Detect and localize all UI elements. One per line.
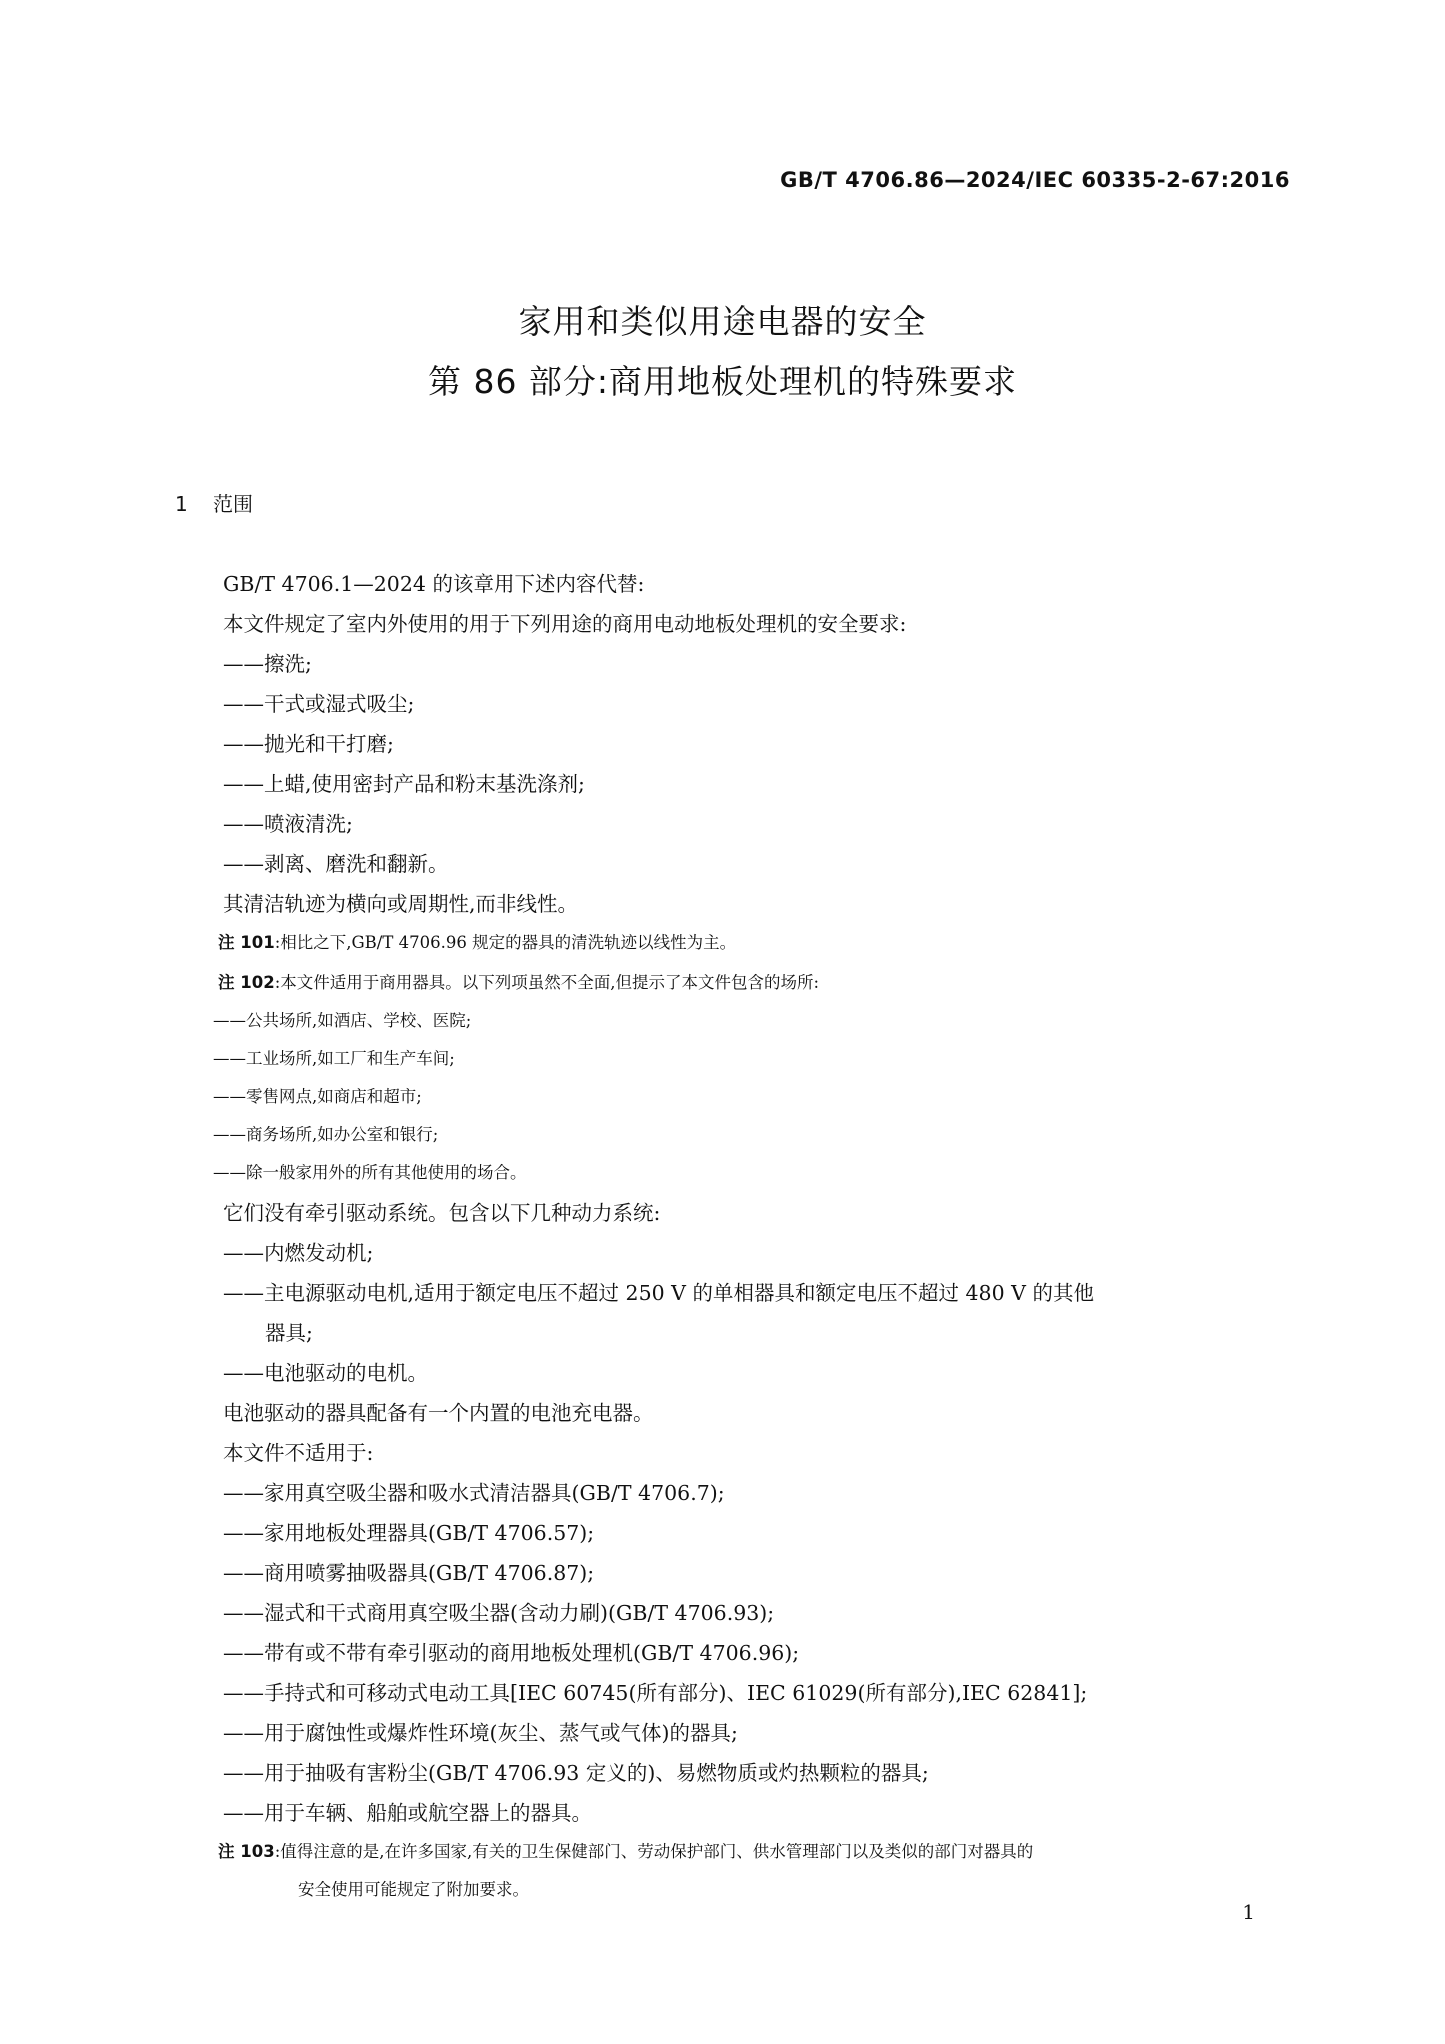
- note-103-label: 注 103: [218, 1842, 275, 1861]
- list-item-exclusion: ——手持式和可移动式电动工具[IEC 60745(所有部分)、IEC 61029(所有部分),IEC 62841];: [223, 1681, 1088, 1705]
- note-102-item: ——公共场所,如酒店、学校、医院;: [213, 1011, 472, 1030]
- paragraph-not-applicable: 本文件不适用于:: [223, 1441, 374, 1465]
- list-item-exclusion: ——用于腐蚀性或爆炸性环境(灰尘、蒸气或气体)的器具;: [223, 1721, 738, 1745]
- paragraph-scope: 本文件规定了室内外使用的用于下列用途的商用电动地板处理机的安全要求:: [223, 612, 907, 636]
- page-number: 1: [1242, 1900, 1255, 1924]
- list-item-use: ——剥离、磨洗和翻新。: [223, 852, 449, 876]
- list-item-exclusion: ——带有或不带有牵引驱动的商用地板处理机(GB/T 4706.96);: [223, 1641, 800, 1665]
- section-title: 范围: [213, 492, 253, 516]
- paragraph-replacement: GB/T 4706.1—2024 的该章用下述内容代替:: [223, 572, 645, 596]
- note-102-text: :本文件适用于商用器具。以下列项虽然不全面,但提示了本文件包含的场所:: [274, 973, 820, 992]
- list-item-use: ——喷液清洗;: [223, 812, 353, 836]
- note-101-text: :相比之下,GB/T 4706.96 规定的器具的清洗轨迹以线性为主。: [274, 933, 737, 952]
- list-item-exclusion: ——湿式和干式商用真空吸尘器(含动力刷)(GB/T 4706.93);: [223, 1601, 775, 1625]
- list-item-exclusion: ——家用地板处理器具(GB/T 4706.57);: [223, 1521, 595, 1545]
- paragraph-power-systems: 它们没有牵引驱动系统。包含以下几种动力系统:: [223, 1201, 661, 1225]
- list-item-power: ——主电源驱动电机,适用于额定电压不超过 250 V 的单相器具和额定电压不超过 480 V 的其他: [223, 1281, 1094, 1305]
- paragraph-battery-charger: 电池驱动的器具配备有一个内置的电池充电器。: [223, 1401, 654, 1425]
- note-102-item: ——零售网点,如商店和超市;: [213, 1087, 422, 1106]
- note-103-continuation: 安全使用可能规定了附加要求。: [298, 1880, 529, 1899]
- note-103-text: :值得注意的是,在许多国家,有关的卫生保健部门、劳动保护部门、供水管理部门以及类似的部门对器具的: [274, 1842, 1034, 1861]
- note-102: [218, 969, 819, 993]
- standard-code: GB/T 4706.86—2024/IEC 60335-2-67:2016: [780, 168, 1290, 192]
- note-101: [218, 929, 736, 953]
- note-102-item: ——商务场所,如办公室和银行;: [213, 1125, 439, 1144]
- note-101-label: 注 101: [218, 933, 275, 952]
- note-102-label: 注 102: [218, 973, 275, 992]
- list-item-exclusion: ——用于车辆、船舶或航空器上的器具。: [223, 1801, 592, 1825]
- list-item-use: ——擦洗;: [223, 652, 312, 676]
- note-102-item: ——除一般家用外的所有其他使用的场合。: [213, 1163, 527, 1182]
- list-item-exclusion: ——用于抽吸有害粉尘(GB/T 4706.93 定义的)、易燃物质或灼热颗粒的器具;: [223, 1761, 929, 1785]
- document-title-line-1: 家用和类似用途电器的安全: [518, 302, 927, 341]
- section-heading: [175, 488, 253, 517]
- document-title-line-2: 第 86 部分:商用地板处理机的特殊要求: [427, 362, 1018, 401]
- list-item-exclusion: ——商用喷雾抽吸器具(GB/T 4706.87);: [223, 1561, 595, 1585]
- section-number: 1: [175, 492, 188, 516]
- paragraph-trajectory: 其清洁轨迹为横向或周期性,而非线性。: [223, 892, 579, 916]
- list-item-power: ——内燃发动机;: [223, 1241, 374, 1265]
- list-item-use: ——干式或湿式吸尘;: [223, 692, 415, 716]
- note-102-item: ——工业场所,如工厂和生产车间;: [213, 1049, 455, 1068]
- list-item-power: ——电池驱动的电机。: [223, 1361, 428, 1385]
- note-103: [218, 1838, 1033, 1862]
- list-item-exclusion: ——家用真空吸尘器和吸水式清洁器具(GB/T 4706.7);: [223, 1481, 725, 1505]
- list-item-use: ——抛光和干打磨;: [223, 732, 394, 756]
- list-item-power-continuation: 器具;: [265, 1321, 313, 1345]
- list-item-use: ——上蜡,使用密封产品和粉末基洗涤剂;: [223, 772, 585, 796]
